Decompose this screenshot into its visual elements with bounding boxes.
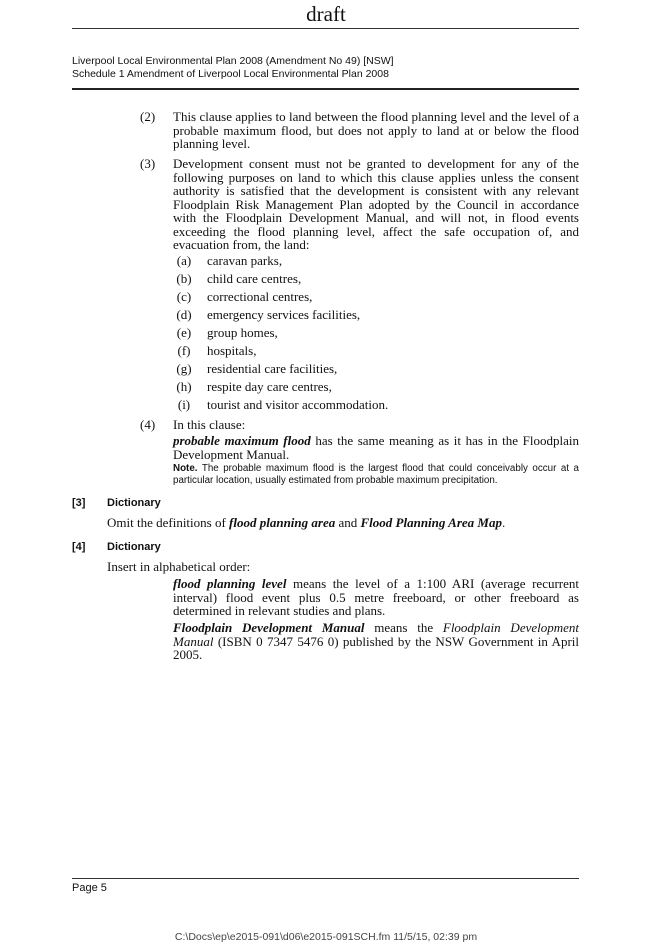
instruction-text: . [501, 515, 506, 530]
list-item-text: hospitals, [207, 343, 257, 358]
defined-term: probable maximum flood [173, 433, 311, 448]
list-item-text: respite day care centres, [207, 379, 332, 394]
definition-text: (ISBN 0 7347 5476 0) published by the NSW Government in April 2005. [173, 633, 579, 662]
header-schedule: Schedule 1 Amendment of Liverpool Local Environmental Plan 2008 [72, 68, 389, 80]
defined-term: Floodplain Development Manual [173, 620, 365, 635]
clause-3-number: (3) [140, 156, 156, 171]
defined-term: Flood Planning Area Map [360, 515, 502, 530]
list-item-number: (a) [176, 253, 192, 268]
draft-watermark: draft [306, 2, 346, 26]
definition-flood-planning-level [173, 577, 579, 618]
list-item-text: child care centres, [207, 271, 302, 286]
definition-text: means the level of a 1:100 ARI (average recurrent interval) flood event plus 0.5 metre freeboard, or other freeboard as determined in relevant studies and plans. [173, 576, 580, 618]
page-number: Page 5 [72, 882, 107, 894]
footer-rule [72, 878, 579, 879]
list-item-text: correctional centres, [207, 289, 313, 304]
clause-2-number: (2) [140, 109, 156, 124]
list-item-number: (h) [176, 379, 192, 394]
item-4-title: Dictionary [107, 541, 161, 553]
list-item-number: (d) [176, 307, 192, 322]
list-item-number: (i) [177, 397, 191, 412]
definition-text: has the same meaning as it has in the Floodplain Development Manual. [173, 433, 579, 462]
list-item-number: (f) [177, 343, 191, 358]
note-label: Note. [173, 463, 198, 474]
definition-floodplain-development-manual [173, 621, 579, 662]
list-item-number: (b) [176, 271, 192, 286]
clause-4-text: In this clause: [173, 417, 246, 432]
list-item-text: group homes, [207, 325, 278, 340]
list-item-text: caravan parks, [207, 253, 283, 268]
list-item-text: residential care facilities, [207, 361, 338, 376]
item-4-instruction: Insert in alphabetical order: [107, 559, 251, 574]
top-rule [72, 28, 579, 29]
item-3-number: [3] [72, 497, 86, 509]
instruction-text: Omit the definitions of [107, 515, 230, 530]
list-item-number: (g) [176, 361, 192, 376]
list-item-number: (e) [176, 325, 192, 340]
defined-term: flood planning level [173, 576, 287, 591]
item-3-title: Dictionary [107, 497, 161, 509]
instruction-text: and [335, 515, 361, 530]
definition-text: means the [364, 620, 443, 635]
clause-4-number: (4) [140, 417, 156, 432]
clause-2-text: This clause applies to land between the flood planning level and the level of a probable maximum flood, but does not apply to land at or below the flood planning level. [173, 109, 579, 151]
item-4-number: [4] [72, 541, 86, 553]
list-item-text: tourist and visitor accommodation. [207, 397, 389, 412]
note-text: The probable maximum flood is the largest flood that could conceivably occur at a particular location, usually estimated from probable maximum precipitation. [173, 463, 579, 486]
header-rule [72, 88, 579, 90]
cited-title: Floodplain Development Manual [173, 620, 580, 649]
item-3-instruction [107, 516, 579, 530]
list-item-text: emergency services facilities, [207, 307, 361, 322]
header-act-title: Liverpool Local Environmental Plan 2008 (Amendment No 49) [NSW] [72, 55, 394, 67]
clause-3-text: Development consent must not be granted to development for any of the following purposes on land to which this clause applies unless the consent authority is satisfied that the development is consistent with any relevant Floodplain Risk Management Plan adopted by the Council in accordance with the Floodplain Development Manual, and will not, in flood events exceeding the flood planning level, affect the safe occupation of, and evacuation from, the land: [173, 156, 579, 252]
note [173, 463, 579, 486]
file-path: C:\Docs\ep\e2015-091\d06\e2015-091SCH.fm 11/5/15, 02:39 pm [174, 931, 478, 943]
list-item-number: (c) [176, 289, 192, 304]
defined-term: flood planning area [229, 515, 336, 530]
definition-probable-maximum-flood [173, 434, 579, 461]
